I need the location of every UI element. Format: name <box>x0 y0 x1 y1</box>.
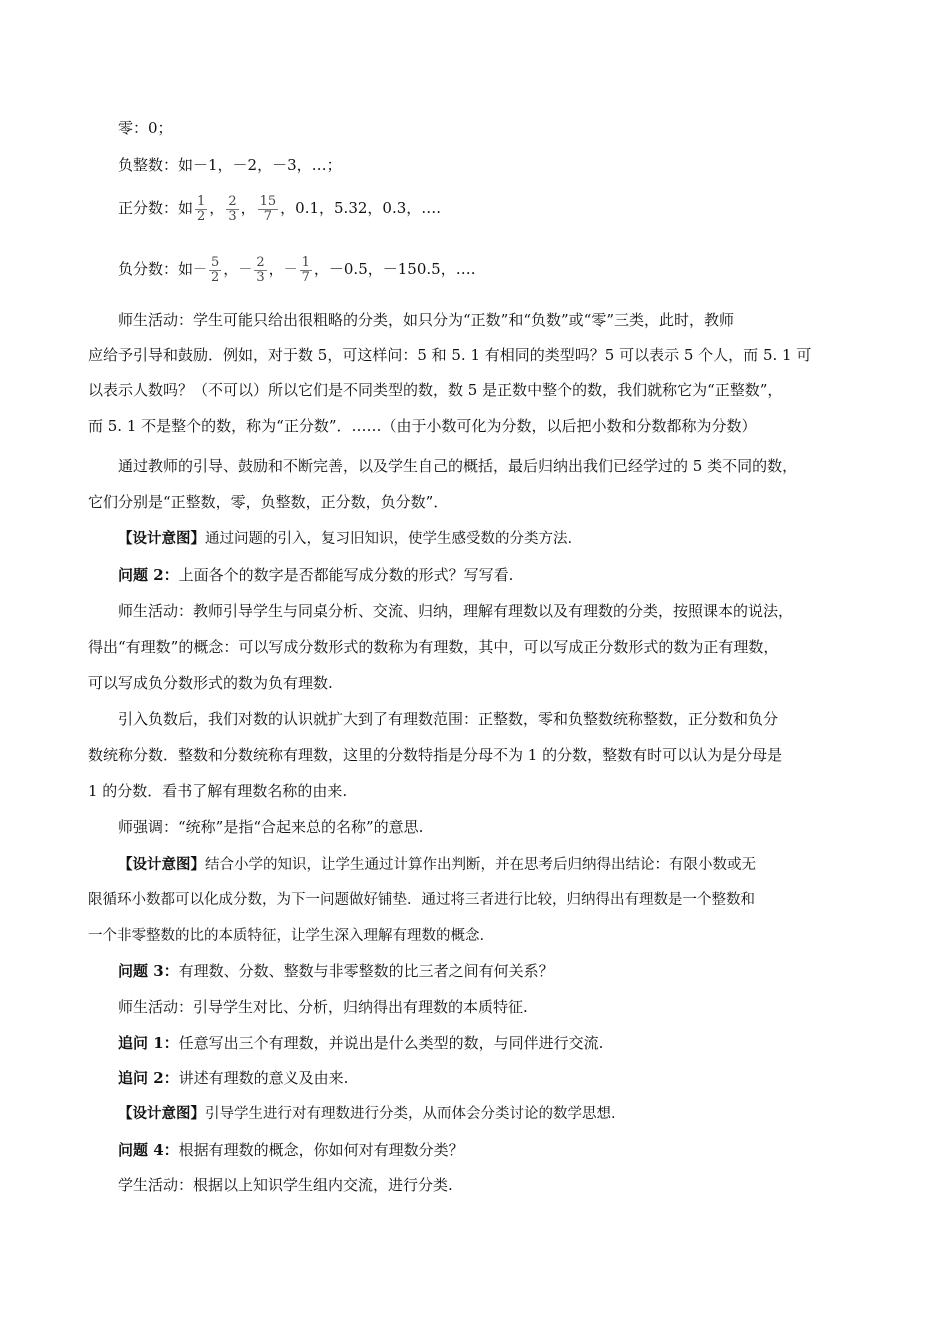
zero-line: 零：0； <box>118 119 173 137</box>
positive-fraction-line <box>118 188 441 228</box>
paragraph-text: 师生活动：教师引导学生与同桌分析、交流、归纳，理解有理数以及有理数的分类，按照课本的说法， <box>118 602 794 620</box>
minus-sign: － <box>193 262 208 278</box>
follow-up-tag: 追问 2： <box>118 1069 179 1087</box>
negative-fraction-tail: ，－0.5，－150.5，…. <box>313 260 476 278</box>
paragraph-text: 学生活动：根据以上知识学生组内交流，进行分类. <box>118 1176 453 1194</box>
fraction-1-2: $\frac{1}{2}$ <box>197 193 206 224</box>
question-tag: 问题 4： <box>118 1141 179 1159</box>
paragraph-text: 可以写成负分数形式的数为负有理数. <box>88 674 333 692</box>
paragraph-text: 它们分别是“正整数，零，负整数，正分数，负分数”． <box>88 493 449 511</box>
follow-up-1 <box>118 1033 603 1053</box>
follow-up-tag: 追问 1： <box>118 1034 179 1052</box>
fraction-15-7: $\frac{15}{7}$ <box>259 193 277 224</box>
question-tag: 问题 3： <box>118 962 179 980</box>
paragraph-text: 得出“有理数”的概念：可以写成分数形式的数称为有理数，其中，可以写成正分数形式的数为正有理数， <box>88 638 779 656</box>
paragraph-text: 数统称分数．整数和分数统称有理数，这里的分数特指是分母不为 1 的分数，整数有时可以认为是分母是 <box>88 746 783 764</box>
design-intent-text: 一个非零整数的比的本质特征，让学生深入理解有理数的概念. <box>88 928 485 944</box>
paragraph-text: 1 的分数．看书了解有理数名称的由来. <box>88 782 348 800</box>
follow-up-2 <box>118 1068 348 1088</box>
design-intent-tag: 【设计意图】 <box>118 1106 205 1122</box>
paragraph-text: 以表示人数吗？（不可以）所以它们是不同类型的数，数 5 是正数中整个的数，我们就称它为“正整数”， <box>88 381 783 399</box>
fraction-neg-2-3: $\frac{2}{3}$ <box>256 254 265 285</box>
question-text: 根据有理数的概念，你如何对有理数分类？ <box>178 1141 464 1159</box>
follow-up-text: 讲述有理数的意义及由来. <box>178 1069 349 1087</box>
negative-fraction-label: 负分数：如 <box>118 260 194 278</box>
design-intent-text: 结合小学的知识，让学生通过计算作出判断，并在思考后归纳得出结论：有限小数或无 <box>205 857 756 873</box>
minus-sign: － <box>283 262 298 278</box>
negative-fraction-line <box>118 249 475 290</box>
question-2 <box>118 565 513 585</box>
paragraph-text: 引入负数后，我们对数的认识就扩大到了有理数范围：正整数，零和负整数统称整数，正分数和负分 <box>118 710 779 728</box>
design-intent-text: 限循环小数都可以化成分数，为下一问题做好铺垫．通过将三者进行比较，归纳得出有理数是一个整数和 <box>88 892 755 908</box>
fraction-2-3: $\frac{2}{3}$ <box>228 193 237 224</box>
paragraph-text: 师强调：“统称”是指“合起来总的名称”的意思. <box>118 818 424 836</box>
fraction-neg-1-7: $\frac{1}{7}$ <box>301 254 310 285</box>
question-3 <box>118 961 554 981</box>
follow-up-text: 任意写出三个有理数，并说出是什么类型的数，与同伴进行交流. <box>178 1034 604 1052</box>
design-intent-text: 引导学生进行对有理数进行分类，从而体会分类讨论的数学思想. <box>205 1106 616 1122</box>
separator: ， <box>240 199 256 217</box>
paragraph-text: 师生活动：学生可能只给出很粗略的分类，如只分为“正数”和“负数”或“零”三类，此时，教师 <box>118 311 735 329</box>
separator: ， <box>268 260 284 278</box>
design-intent-tag: 【设计意图】 <box>118 531 205 547</box>
design-intent-2 <box>118 855 756 875</box>
positive-fraction-label: 正分数：如 <box>118 199 194 217</box>
paragraph-text: 通过教师的引导、鼓励和不断完善，以及学生自己的概括，最后归纳出我们已经学过的 5 类不同的数， <box>118 457 798 475</box>
design-intent-3 <box>118 1104 616 1124</box>
paragraph-text: 而 5. 1 不是整个的数，称为“正分数”．……（由于小数可化为分数，以后把小数和分数都称为分数） <box>88 417 757 435</box>
fraction-neg-5-2: $\frac{5}{2}$ <box>211 254 220 285</box>
separator: ， <box>209 199 225 217</box>
question-tag: 问题 2： <box>118 566 179 584</box>
minus-sign: － <box>238 262 253 278</box>
design-intent-1 <box>118 529 572 549</box>
separator: ， <box>223 260 239 278</box>
design-intent-tag: 【设计意图】 <box>118 857 205 873</box>
question-text: 有理数、分数、整数与非零整数的比三者之间有何关系？ <box>178 962 554 980</box>
paragraph-text: 师生活动：引导学生对比、分析，归纳得出有理数的本质特征. <box>118 998 528 1016</box>
question-text: 上面各个的数字是否都能写成分数的形式？写写看. <box>178 566 514 584</box>
negative-integer-line: 负整数：如－1，－2，－3，…； <box>118 156 342 174</box>
question-4 <box>118 1140 464 1160</box>
design-intent-text: 通过问题的引入，复习旧知识，使学生感受数的分类方法. <box>205 531 573 547</box>
positive-fraction-tail: ，0.1，5.32，0.3，…. <box>280 199 442 217</box>
paragraph-text: 应给予引导和鼓励．例如，对于数 5，可这样问：5 和 5. 1 有相同的类型吗？5 可以表示 5 个人，而 5. 1 可 <box>88 346 812 364</box>
